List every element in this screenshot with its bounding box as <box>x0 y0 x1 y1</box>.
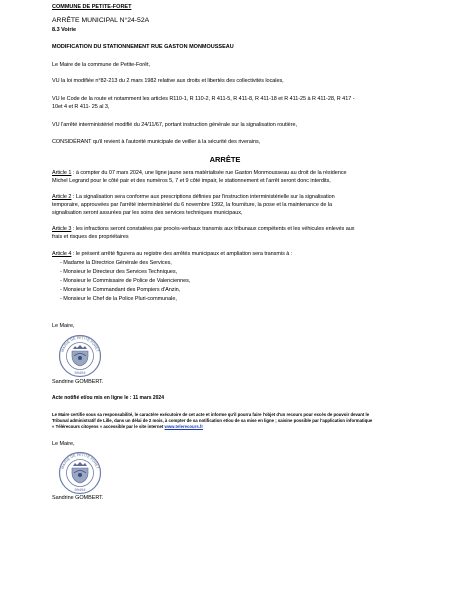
mairie-seal <box>58 451 102 495</box>
article-2-line2: temporaire, approuvées par l'arrêté interministériel du 6 novembre 1992, la fourniture, la pose et la maintenance de la <box>52 202 333 208</box>
legal-notice-line1: Le Maire certifie sous sa responsabilité, le caractère exécutoire de cet acte et informe qu'il pourra faire l'objet d'un recours pour excès de pouvoir devant le <box>52 412 370 417</box>
maire-line: Le Maire de la commune de Petite-Forêt, <box>52 62 151 68</box>
article-2-line3: signalisation seront assurées par les soins des services techniques municipaux, <box>52 210 243 216</box>
article-4-text: : le présent arrêté figurera au registre des arrêtés municipaux et ampliation sera transmis à : <box>71 251 293 257</box>
signature-role: Le Maire, <box>52 323 75 329</box>
signatory-name: Sandrine GOMBERT. <box>52 495 104 501</box>
legal-notice-line2: Tribunal administratif de Lille, dans un délai de 2 mois, à compter de sa notification et/ou de sa mise en ligne ; saisine possible par l'application informatique <box>52 418 373 423</box>
article-4-label: Article 4 <box>52 251 72 257</box>
recipient-item: - Madame la Directrice Générale des Services, <box>60 260 172 266</box>
considerant: CONSIDÉRANT qu'il revient à l'autorité municipale de veiller à la sécurité des riverains, <box>52 139 261 145</box>
article-3-label: Article 3 <box>52 226 72 232</box>
article-3-line2: frais et risques des propriétaires <box>52 234 129 240</box>
svg-text:59494: 59494 <box>74 487 86 492</box>
document-title: MODIFICATION DU STATIONNEMENT RUE GASTON MONMOUSSEAU <box>52 44 234 50</box>
vu-arrete: VU l'arrêté interministériel modifié du 24/11/67, portant instruction générale sur la signalisation routière, <box>52 122 297 128</box>
article-1-label: Article 1 <box>52 170 72 176</box>
article-1-text: : à compter du 07 mars 2024, une ligne jaune sera matérialisée rue Gaston Monmousseau au droit de la résidence <box>71 170 347 176</box>
signatory-name: Sandrine GOMBERT. <box>52 379 104 385</box>
recipient-item: - Monsieur le Commissaire de Police de Valenciennes, <box>60 278 191 284</box>
arrete-heading: ARRÊTE <box>209 155 241 164</box>
mairie-seal <box>58 334 102 378</box>
article-3-line1 <box>52 226 354 233</box>
svg-text:MAIRIE DE PETITE FORET: MAIRIE DE PETITE FORET <box>60 452 100 470</box>
article-3-text: : les infractions seront constatées par procès-verbaux transmis aux tribunaux compétents et les véhicules enlevés aux <box>71 226 355 232</box>
commune-name: COMMUNE DE PETITE-FORET <box>52 4 132 10</box>
telerecours-link[interactable]: www.telerecours.fr <box>164 424 204 429</box>
svg-text:MAIRIE DE PETITE FORET: MAIRIE DE PETITE FORET <box>60 335 100 353</box>
article-1-line2: Michel Legrand pour le côté pair et des numéros 5, 7 et 9 côté impair, le stationnement et l'arrêt seront donc interdits, <box>52 178 331 184</box>
svg-text:59494: 59494 <box>74 370 86 375</box>
article-4-line1 <box>52 251 292 258</box>
notification-date: Acte notifié et/ou mis en ligne le : 11 mars 2024 <box>52 395 164 401</box>
recipient-item: - Monsieur le Directeur des Services Techniques, <box>60 269 178 275</box>
article-2-text: : La signalisation sera conforme aux prescriptions définies par l'instruction interministérielle sur la signalisation <box>71 194 335 200</box>
article-1-line1 <box>52 170 347 177</box>
recipient-item: - Monsieur le Chef de la Police Pluri-communale, <box>60 296 177 302</box>
legal-notice-line3 <box>52 424 203 430</box>
vu-code-route-line1: VU le Code de la route et notamment les articles R110-1, R 110-2, R 411-5, R 411-8, R 411-18 et R 411-25 à R 411-28, R 417 - <box>52 96 355 102</box>
recipient-item: - Monsieur le Commandant des Pompiers d'Anzin, <box>60 287 181 293</box>
vu-code-route-line2: 10et 4 et R 411- 25 al 3, <box>52 104 110 110</box>
article-2-label: Article 2 <box>52 194 72 200</box>
arrete-category: 8.3 Voirie <box>52 27 77 33</box>
vu-loi: VU la loi modifiée n°82-213 du 2 mars 1982 relative aux droits et libertés des collectivités locales, <box>52 78 284 84</box>
legal-notice-text: « Télérecours citoyens » accessible par le site internet <box>52 424 165 429</box>
article-2-line1 <box>52 194 335 201</box>
arrete-number: ARRÊTE MUNICIPAL N°24-52A <box>52 17 150 24</box>
signature-role: Le Maire, <box>52 441 75 447</box>
